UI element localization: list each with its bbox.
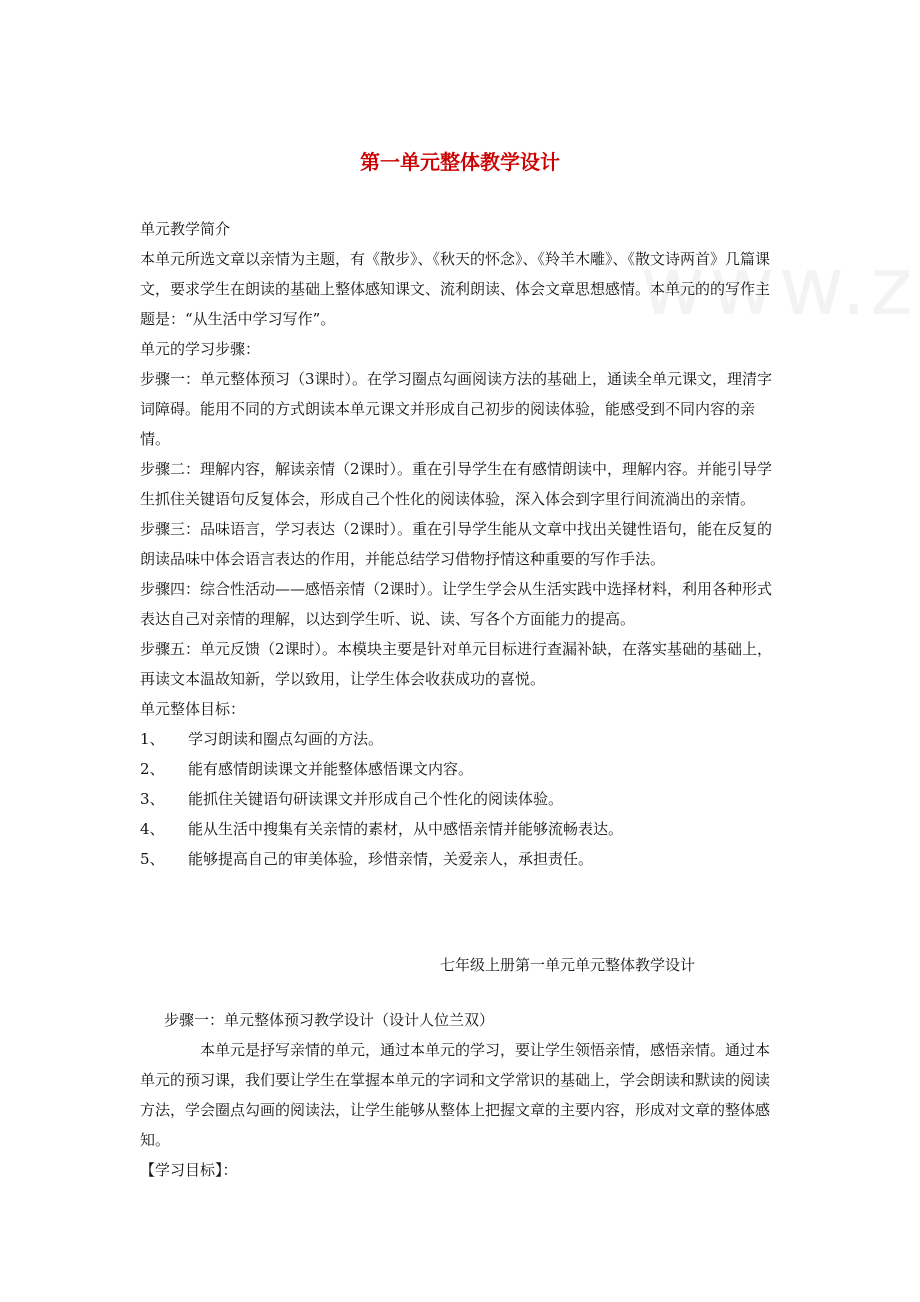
document-body — [140, 214, 784, 874]
step-paragraph: 步骤三：品味语言，学习表达（2课时）。重在引导学生能从文章中找出关键性语句，能在反复的朗读品味中体会语言表达的作用，并能总结学习借物抒情这种重要的写作手法。 — [140, 520, 773, 568]
intro-text: 本单元所选文章以亲情为主题，有《散步》、《秋天的怀念》、《羚羊木雕》、《散文诗两首》几篇课文，要求学生在朗读的基础上整体感知课文、流利朗读、体会文章思想感情。本单元的的写作主题是：“从生活中学习写作”。 — [140, 250, 771, 328]
goal-text: 能抓住关键语句研读课文并形成自己个性化的阅读体验。 — [188, 790, 564, 808]
goal-item — [140, 754, 784, 784]
step-paragraph: 步骤一：单元整体预习（3课时）。在学习圈点勾画阅读方法的基础上，通读全单元课文，理清字词障碍。能用不同的方式朗读本单元课文并形成自己初步的阅读体验，能感受到不同内容的亲情。 — [140, 370, 773, 448]
goal-item — [140, 844, 784, 874]
goal-number: 4、 — [140, 820, 165, 838]
goal-item — [140, 724, 784, 754]
goal-number: 2、 — [140, 760, 165, 778]
goal-text: 能有感情朗读课文并能整体感悟课文内容。 — [188, 760, 474, 778]
goal-item — [140, 784, 784, 814]
step-paragraph: 步骤四：综合性活动——感悟亲情（2课时）。让学生学会从生活实践中选择材料，利用各种形式表达自己对亲情的理解，以达到学生听、说、读、写各个方面能力的提高。 — [140, 580, 773, 628]
step1-section — [140, 1005, 784, 1185]
steps-heading: 单元的学习步骤： — [140, 340, 261, 358]
step1-heading: 步骤一：单元整体预习教学设计（设计人位兰双） — [164, 1011, 495, 1029]
section-subtitle: 七年级上册第一单元单元整体教学设计 — [440, 956, 696, 974]
page-title: 第一单元整体教学设计 — [360, 150, 560, 174]
goal-item — [140, 814, 784, 844]
step-paragraph: 步骤二：理解内容，解读亲情（2课时）。重在引导学生在有感情朗读中，理解内容。并能引导学生抓住关键语句反复体会，形成自己个性化的阅读体验，深入体会到字里行间流淌出的亲情。 — [140, 460, 773, 508]
goal-text: 能从生活中搜集有关亲情的素材，从中感悟亲情并能够流畅表达。 — [188, 820, 624, 838]
intro-heading: 单元教学简介 — [140, 220, 231, 238]
step1-text: 本单元是抒写亲情的单元，通过本单元的学习，要让学生领悟亲情，感悟亲情。通过本单元的预习课，我们要让学生在掌握本单元的字词和文学常识的基础上，学会朗读和默读的阅读方法，学会圈点勾画的阅读法，让学生能够从整体上把握文章的主要内容，形成对文章的整体感知。 — [140, 1041, 771, 1149]
objectives-label: 【学习目标】： — [140, 1161, 238, 1179]
goal-text: 能够提高自己的审美体验，珍惜亲情，关爱亲人，承担责任。 — [188, 850, 594, 868]
step-paragraph: 步骤五：单元反馈（2课时）。本模块主要是针对单元目标进行查漏补缺，在落实基础的基础上，再读文本温故知新，学以致用，让学生体会收获成功的喜悦。 — [140, 640, 773, 688]
goals-heading: 单元整体目标： — [140, 700, 246, 718]
goal-text: 学习朗读和圈点勾画的方法。 — [188, 730, 384, 748]
goal-number: 1、 — [140, 730, 165, 748]
goal-number: 3、 — [140, 790, 165, 808]
goal-number: 5、 — [140, 850, 165, 868]
